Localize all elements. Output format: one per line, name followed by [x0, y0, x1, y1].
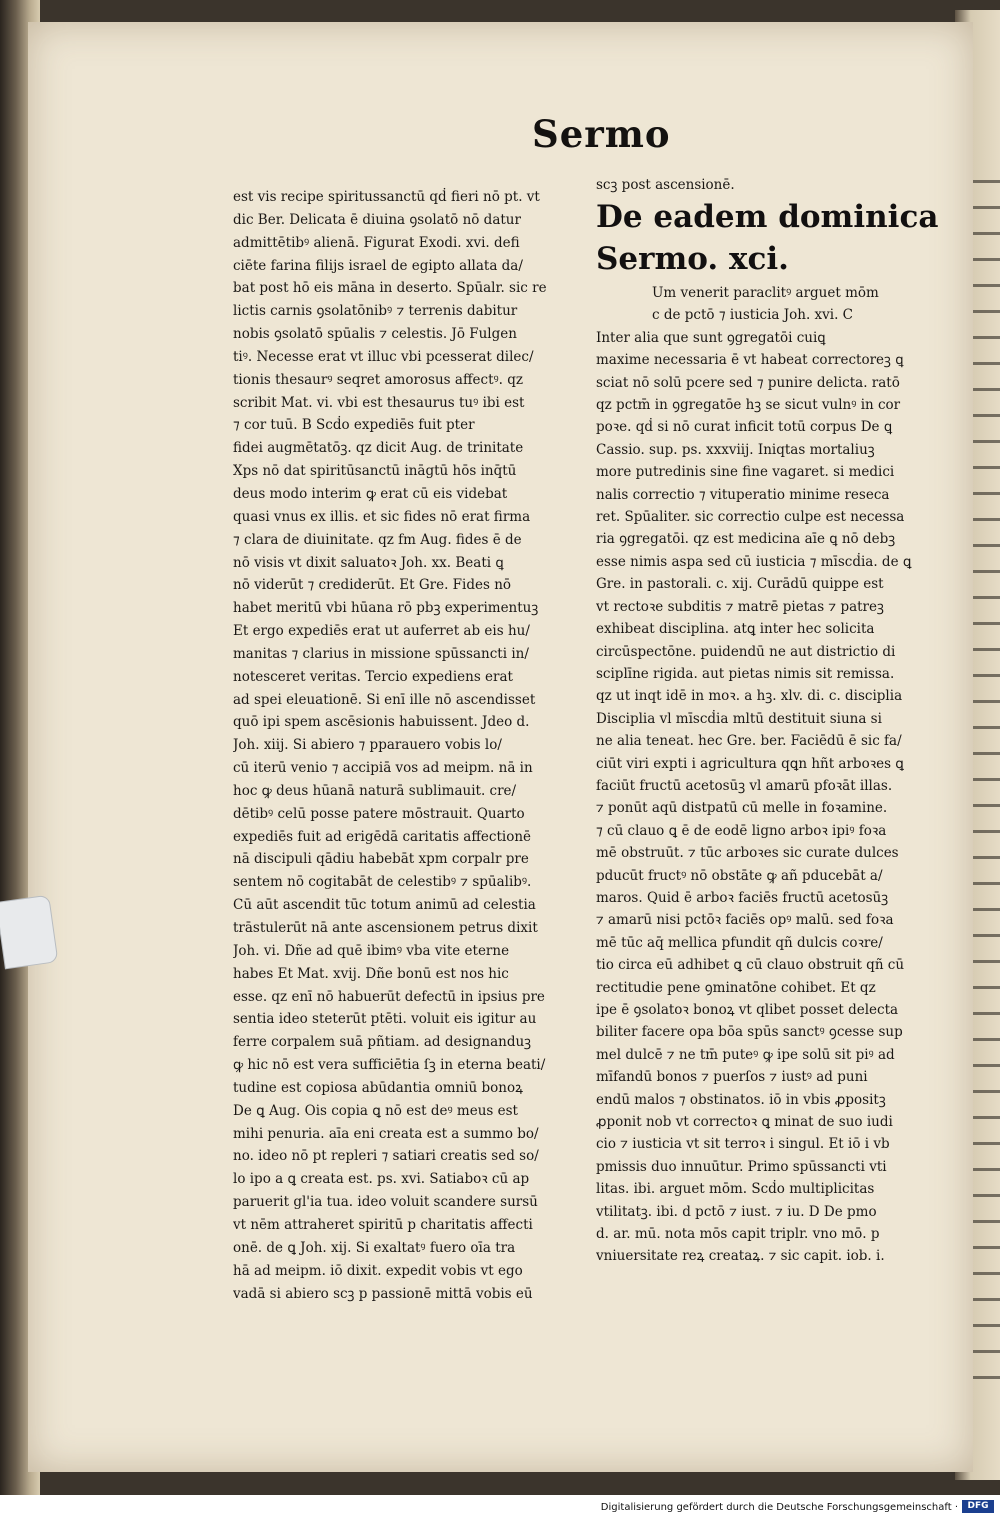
text-line: circūspectōne. puidendū ne aut districtio di — [596, 643, 896, 660]
text-line: pducūt fructꝰ nō obstāte ꝙ añ pducebāt a/ — [596, 867, 883, 884]
text-line: Xps nō dat spiritūsanctū ināgtū hōs inq̄tū — [233, 463, 517, 480]
text-line: rectitudie pene ꝯminatōne cohibet. Et qz — [596, 979, 876, 996]
text-line: esse. qz enī nō habuerūt defectū in ipsius pre — [233, 988, 545, 1005]
right-text-column — [596, 174, 939, 1268]
text-line: qz pctm̄ in ꝯgregatōe hꝫ se sicut vulnꝰ in cor — [596, 397, 901, 414]
text-line: nobis ꝯsolatō spūalis ⁊ celestis. Jō Fulgen — [233, 326, 517, 343]
text-line: ad spei eleuationē. Si enī ille nō ascendisset — [233, 691, 536, 708]
text-line: maros. Quid ē arboꝛ faciēs fructū acetosūꝫ — [596, 889, 889, 906]
text-line: quō ipi spem ascēsionis habuissent. Jdeo d. — [233, 714, 530, 731]
text-line: tudine est copiosa abūdantia omniū bonoꝝ — [233, 1079, 523, 1096]
text-line: dētibꝰ celū posse patere mōstrauit. Quarto — [233, 805, 525, 822]
text-line: expediēs fuit ad erigēdā caritatis affectionē — [233, 828, 532, 845]
chapter-title-line-1: De eadem dominica — [596, 199, 939, 235]
continuation-line: scꝫ post ascensionē. — [596, 177, 735, 193]
text-line: poꝛe. qḋ si nō curat inficit totū corpus De ꝗ — [596, 419, 893, 436]
text-line: esse nimis aspa sed cū iusticia ⁊ mīscḋia. de ꝗ — [596, 553, 912, 570]
text-line: mel dulcē ⁊ ne tm̄ puteꝰ ꝙ ipe solū sit piꝰ ad — [596, 1046, 895, 1063]
text-line: tio circa eū adhibet ꝗ cū clauo obstruit qñ cū — [596, 957, 905, 974]
text-line: bat post hō eis māna in deserto. Spūalr. sic re — [233, 280, 547, 297]
text-line: ⁊ clara de diuinitate. qz fm Aug. fides ē de — [233, 531, 522, 548]
text-line: ne alia teneat. hec Gre. ber. Faciēdū ē sic fa/ — [596, 733, 902, 750]
text-line: ⁊ amarū nisi pctōꝛ faciēs opꝰ malū. sed foꝛa — [596, 912, 894, 929]
text-line: mīfandū bonos ⁊ puerſos ⁊ iustꝰ ad puni — [596, 1069, 868, 1086]
text-line: tiꝰ. Necesse erat vt illuc vbi pcesserat dilec/ — [233, 348, 534, 365]
text-line: mihi penuria. aīa eni creata est a summo bo/ — [233, 1125, 539, 1142]
text-line: hā ad meipm. iō dixit. expedit vobis vt ego — [233, 1262, 523, 1279]
text-line: Um venerit paraclitꝰ arguet mōm — [652, 285, 879, 301]
text-line: no. ideo nō pt repleri ⁊ satiari creatis sed so/ — [233, 1148, 539, 1165]
text-line: scribit Mat. vi. vbi est thesaurus tuꝰ ibi est — [233, 394, 525, 411]
chapter-title-line-2: Sermo. xci. — [596, 241, 789, 277]
text-line: ret. Spūaliter. sic correctio culpe est necessa — [596, 509, 905, 526]
text-line: exhibeat disciplina. atꝗ inter hec solicita — [596, 621, 875, 638]
text-line: biliter facere opa bōa spūs sanctꝰ ꝯcesse sup — [596, 1024, 903, 1041]
text-line: vadā si abiero scꝫ p passionē mittā vobis eū — [233, 1285, 533, 1302]
text-line: vt rectoꝛe subditis ⁊ matrē pietas ⁊ patreꝫ — [596, 598, 884, 615]
text-line: Cassio. sup. ps. xxxviij. Iniqtas mortaliuꝫ — [596, 441, 875, 458]
bookmark-tab — [0, 895, 58, 970]
text-line: Cū aūt ascendit tūc totum animū ad celestia — [233, 897, 536, 914]
text-line: ⁊ cū clauo ꝗ ē de eodē ligno arboꝛ ipiꝰ foꝛa — [596, 822, 887, 839]
text-line: vniuersitate reꝝ creataꝝ. ⁊ sic capit. iob. i. — [596, 1248, 885, 1265]
text-line: qz ut inqt idē in moꝛ. a hꝫ. xlv. di. c. disciplia — [596, 688, 903, 705]
text-line: habes Et Mat. xvij. Dñe bonū est nos hic — [233, 965, 509, 982]
text-line: vt nēm attraheret spiritū p charitatis affecti — [233, 1216, 533, 1233]
text-line: est vis recipe spiritussanctū qḋ fieri nō pt. vt — [233, 189, 540, 205]
text-line: habet meritū vbi hūana rō pbꝫ experimentuꝫ — [233, 600, 539, 617]
text-line: nā discipuli qādiu habebāt xpm corpalr pre — [233, 851, 529, 868]
text-line: Joh. vi. Dñe ad quē ibimꝰ vba vite eterne — [233, 942, 510, 959]
text-line: sentia ideo steterūt ptēti. voluit eis igitur au — [233, 1011, 537, 1028]
text-line: onē. de ꝗ Joh. xij. Si exaltatꝰ fuero oīa tra — [233, 1239, 516, 1256]
text-line: mē obstruūt. ⁊ tūc arboꝛes sic curate dulces — [596, 845, 899, 862]
text-line: vtilitatꝫ. ibi. d pctō ⁊ iust. ⁊ iu. D De pmo — [596, 1203, 877, 1220]
text-line: ⁊ cor tuū. B Scḋo expediēs fuit pter — [233, 417, 475, 434]
text-line: ꝙ hic nō est vera sufficiētia ſꝫ in eterna beati/ — [233, 1057, 546, 1074]
text-line: Inter alia que sunt ꝯgregatōi cuiꝗ — [596, 329, 826, 346]
text-line: dic Ber. Delicata ē diuina ꝯsolatō nō datur — [233, 211, 521, 228]
text-line: ꝓponit nob vt correctoꝛ ꝗ minat de suo iudi — [596, 1114, 893, 1131]
text-line: pmissis duo innuūtur. Primo spūssancti vti — [596, 1158, 887, 1175]
text-line: quasi vnus ex illis. et sic fides nō erat firma — [233, 508, 531, 525]
text-line: sciat nō solū pcere sed ⁊ punire delicta. ratō — [596, 374, 900, 391]
text-line: lo ipo a ꝗ creata est. ps. xvi. Satiaboꝛ cū ap — [233, 1171, 530, 1188]
text-line: sentem nō cogitabāt de celestibꝰ ⁊ spūalibꝰ. — [233, 874, 532, 891]
text-line: Gre. in pastorali. c. xij. Curādū quippe est — [596, 576, 884, 593]
text-line: sciplīne rigida. aut pietas nimis sit remissa. — [596, 665, 895, 682]
text-line: litas. ibi. arguet mōm. Scḋo multiplicitas — [596, 1181, 875, 1198]
sermon-body — [596, 282, 924, 1268]
text-line: ciēte farina filijs israel de egipto allata da/ — [233, 257, 523, 274]
text-line: Disciplia vl mīscḋia mltū destituit siuna si — [596, 710, 882, 727]
text-line: maxime necessaria ē vt habeat correctoreꝫ ꝗ — [596, 352, 904, 369]
text-line: ferre corpalem suā pñtiam. ad designanduꝫ — [233, 1034, 532, 1051]
text-line: deus modo interim ꝙ erat cū eis videbat — [233, 485, 508, 502]
text-line: lictis carnis ꝯsolatōnibꝰ ⁊ terrenis dabitur — [233, 303, 518, 320]
text-line: Et ergo expediēs erat ut auferret ab eis hu/ — [233, 623, 530, 640]
text-line: nō visis vt dixit saluatoꝛ Joh. xx. Beati ꝗ — [233, 554, 504, 571]
text-line: trāstulerūt nā ante ascensionem petrus dixit — [233, 920, 538, 936]
funding-notice: Digitalisierung gefördert durch die Deutsche Forschungsgemeinschaft · — [600, 1502, 958, 1513]
text-line: ipe ē ꝯsolatoꝛ bonoꝝ vt qlibet posset delecta — [596, 1002, 899, 1018]
text-line: tionis thesaurꝰ seqret amorosus affectꝰ. qz — [233, 371, 524, 388]
text-line: admittētibꝰ alienā. Figurat Exodi. xvi. defi — [233, 234, 520, 251]
dfg-logo: DFG — [962, 1500, 994, 1513]
text-line: paruerit gl'ia tua. ideo voluit scandere sursū — [233, 1194, 538, 1211]
text-line: endū malos ⁊ obstinatos. iō in vbis ꝓpositꝫ — [596, 1091, 886, 1108]
text-line: cio ⁊ iusticia vt sit terroꝛ i singul. Et iō i vb — [596, 1136, 890, 1153]
text-line: manitas ⁊ clarius in missione spūssancti in/ — [233, 645, 529, 662]
text-line: more putredinis sine fine vagaret. si medici — [596, 464, 895, 481]
text-line: ciūt viri expti i agricultura qꝗn hñt arboꝛes ꝗ — [596, 755, 904, 772]
text-line: d. ar. mū. nota mōs capit triplr. vno mō. p — [596, 1226, 880, 1243]
text-line: cū iterū venio ⁊ accipiā vos ad meipm. nā in — [233, 760, 533, 777]
text-line: nō viderūt ⁊ crediderūt. Et Gre. Fides nō — [233, 577, 512, 594]
text-line: notesceret veritas. Tercio expediens erat — [233, 668, 513, 685]
running-title: Sermo — [532, 112, 671, 156]
text-line: faciūt fructū acetosūꝫ vl amarū pfoꝛāt illas. — [596, 777, 893, 794]
text-line: fidei augmētatōꝫ. qz dicit Aug. de trinitate — [233, 440, 524, 457]
text-line: Joh. xiij. Si abiero ⁊ pparauero vobis lo/ — [233, 737, 502, 754]
left-text-column — [233, 186, 558, 1305]
text-line: mē tūc aq̄ mellica pfundit qñ dulcis coꝛre/ — [596, 934, 883, 951]
text-line: ria ꝯgregatōi. qz est medicina aīe ꝗ nō debꝫ — [596, 531, 896, 548]
text-line: c de pctō ⁊ iusticia Joh. xvi. C — [652, 307, 854, 324]
text-line: De ꝗ Aug. Ois copia ꝗ nō est deꝰ meus est — [233, 1102, 518, 1119]
text-line: nalis correctio ⁊ vituperatio minime reseca — [596, 486, 890, 503]
text-line: ⁊ ponūt aqū distpatū cū melle in foꝛamine. — [596, 800, 888, 817]
text-line: hoc ꝙ deus hūanā naturā sublimauit. cre/ — [233, 782, 517, 799]
